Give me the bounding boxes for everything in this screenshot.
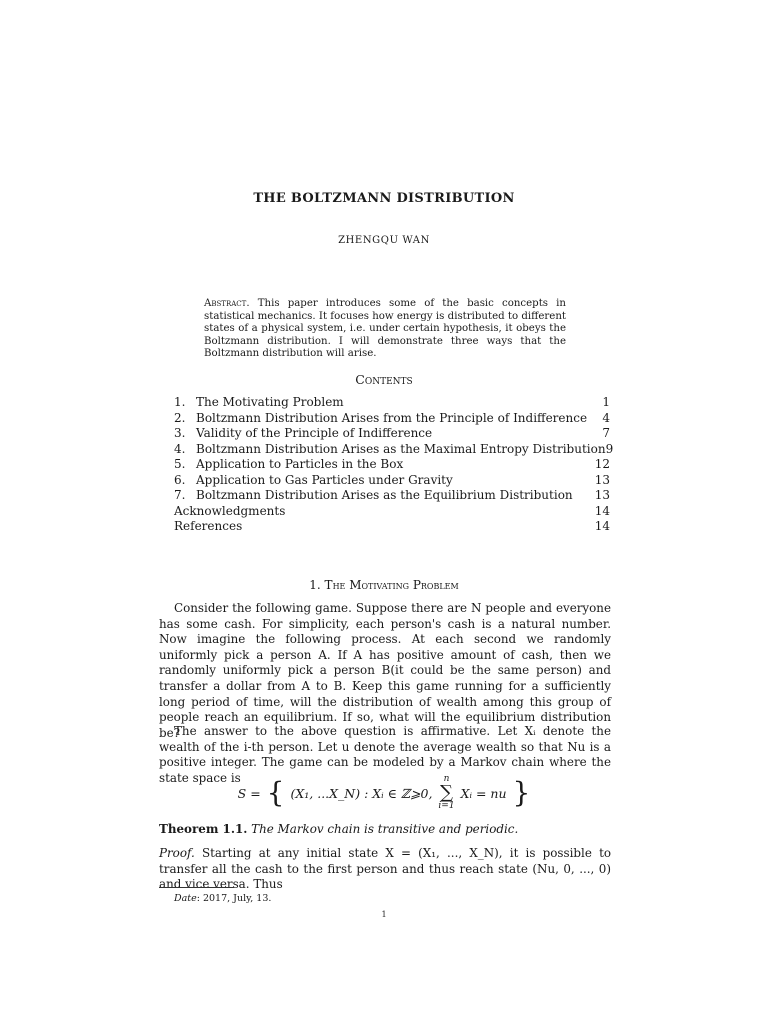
toc-entry[interactable] xyxy=(174,488,610,504)
sigma-icon: ∑ xyxy=(440,782,453,803)
toc-entry-label: Application to Particles in the Box xyxy=(196,457,404,471)
abstract-label: Abstract. xyxy=(204,298,250,309)
toc-entry-page: 9 xyxy=(605,441,614,456)
toc-entry-number: 5. xyxy=(174,457,186,471)
author-name: ZHENGQU WAN xyxy=(338,235,430,246)
footnote-rule xyxy=(159,887,234,888)
toc-entry-number: 6. xyxy=(174,472,186,487)
toc-entry-page: 14 xyxy=(594,519,610,533)
theorem xyxy=(159,822,611,838)
summation xyxy=(438,775,454,811)
footnote xyxy=(174,893,271,904)
toc-entry-label: Validity of the Principle of Indifference xyxy=(196,426,433,440)
toc-entry-label: Boltzmann Distribution Arises from the Principle of Indifference xyxy=(196,410,588,425)
toc-entry-page: 4 xyxy=(602,410,610,425)
paragraph: Consider the following game. Suppose there are N people and everyone has some cash. For simplicity, each person's cash is a natural number. Now imagine the following process. At each second we randomly uniformly pick a person A. If A has positive amount of cash, then we randomly uniformly pick a person B(it could be the same person) and transfer a dollar from A to B. Keep this game running for a sufficiently long period of time, will the distribution of wealth among this group of people reach an equilibrium. If so, what will the equilibrium distribution be? xyxy=(159,601,611,740)
formula-sum-body: Xᵢ = nu xyxy=(460,785,507,801)
toc-entry-page: 7 xyxy=(602,426,610,440)
toc-entry-page: 13 xyxy=(594,472,610,487)
theorem-label: Theorem 1.1. xyxy=(159,822,248,836)
toc-entry-label: Boltzmann Distribution Arises as the Maximal Entropy Distribution xyxy=(196,441,606,456)
toc-entry-number: 2. xyxy=(174,410,186,425)
proof xyxy=(159,846,611,893)
toc-entry[interactable] xyxy=(174,473,610,489)
toc-entry-label: The Motivating Problem xyxy=(196,395,344,409)
table-of-contents xyxy=(174,395,614,535)
footnote-text: : 2017, July, 13. xyxy=(196,893,272,904)
paragraph: The answer to the above question is affirmative. Let Xᵢ denote the wealth of the i-th person. Let u denote the average wealth so that Nu is a positive integer. The game can be modeled by a Markov chain where the state space is xyxy=(159,724,611,785)
sum-upper-limit: n xyxy=(443,774,450,784)
proof-text: Starting at any initial state X = (X₁, ..., X_N), it is possible to transfer all the cash to the first person and thus reach state (Nu, 0, ..., 0) and vice versa. Thus xyxy=(159,846,612,892)
toc-entry-number: 7. xyxy=(174,488,186,502)
theorem-statement: The Markov chain is transitive and periodic. xyxy=(251,822,519,836)
abstract xyxy=(204,298,566,361)
abstract-text: This paper introduces some of the basic concepts in statistical mechanics. It focuses how energy is distributed to different states of a physical system, i.e. under certain hypothesis, it obeys the Boltzmann distribution. I will demonstrate three ways that the Boltzmann distribution will arise. xyxy=(204,298,566,360)
left-brace-icon: { xyxy=(266,776,285,809)
toc-entry-label: Acknowledgments xyxy=(174,503,286,518)
toc-entry[interactable] xyxy=(174,457,610,473)
toc-entry-label: Boltzmann Distribution Arises as the Equilibrium Distribution xyxy=(196,488,573,502)
contents-title: Contents xyxy=(355,372,413,387)
toc-entry[interactable] xyxy=(174,519,610,535)
toc-entry[interactable] xyxy=(174,411,610,427)
toc-entry-page: 12 xyxy=(594,457,610,471)
toc-entry-page: 13 xyxy=(594,488,610,502)
proof-label: Proof. xyxy=(159,846,195,860)
toc-entry[interactable] xyxy=(174,395,610,411)
right-brace-icon: } xyxy=(512,776,531,809)
page-number: 1 xyxy=(381,910,387,919)
toc-entry-number: 3. xyxy=(174,426,186,440)
toc-entry[interactable] xyxy=(174,504,610,520)
toc-entry[interactable] xyxy=(174,441,614,458)
footnote-label: Date xyxy=(174,893,197,904)
formula-lhs: S = xyxy=(237,785,261,801)
toc-entry-label: References xyxy=(174,519,243,533)
paper-title: THE BOLTZMANN DISTRIBUTION xyxy=(253,191,515,206)
sum-lower-limit: i=1 xyxy=(438,801,455,811)
section-heading: 1. The Motivating Problem xyxy=(309,578,459,592)
toc-entry[interactable] xyxy=(174,426,610,442)
toc-entry-page: 14 xyxy=(594,503,610,518)
formula-set: (X₁, ...X_N) : Xᵢ ∈ ℤ⩾0, xyxy=(290,785,433,801)
toc-entry-label: Application to Gas Particles under Gravity xyxy=(196,472,453,487)
toc-entry-number: 4. xyxy=(174,441,186,456)
state-space-formula xyxy=(0,775,768,819)
toc-entry-number: 1. xyxy=(174,395,186,409)
toc-entry-page: 1 xyxy=(602,395,610,409)
